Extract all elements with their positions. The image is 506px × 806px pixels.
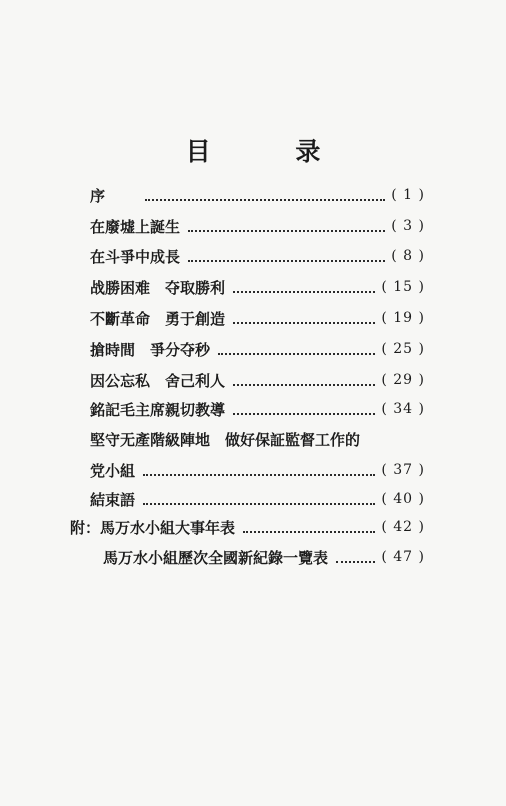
toc-entry-appendix	[70, 516, 425, 538]
leader-dots	[233, 281, 375, 293]
entry-page: ( 47 )	[381, 549, 425, 565]
entry-label: 搶時間 爭分夺秒	[90, 340, 211, 359]
entry-page: ( 8 )	[391, 248, 425, 264]
entry-label: 不斷革命 勇于創造	[90, 309, 226, 328]
toc-entry	[90, 276, 425, 298]
toc-entry	[90, 307, 425, 329]
toc-entry	[90, 184, 425, 206]
leader-dots	[188, 250, 385, 262]
leader-dots	[243, 521, 375, 533]
entry-page: ( 34 )	[381, 401, 425, 417]
entry-page: ( 19 )	[381, 310, 425, 326]
entry-label: 堅守无產階級陣地 做好保証監督工作的	[90, 430, 361, 449]
appendix-prefix: 附：	[70, 518, 101, 537]
entry-page: ( 40 )	[381, 491, 425, 507]
toc-entry	[90, 488, 425, 510]
leader-dots	[145, 189, 385, 201]
page-title: 目 录	[185, 137, 359, 166]
entry-page: ( 29 )	[381, 372, 425, 388]
entry-label: 馬万水小組大事年表	[100, 518, 236, 537]
toc-entry	[103, 546, 425, 568]
leader-dots	[188, 220, 385, 232]
entry-label: 序	[90, 186, 106, 205]
entry-page: ( 25 )	[381, 341, 425, 357]
toc-entry	[90, 459, 425, 481]
entry-page: ( 42 )	[381, 519, 425, 535]
entry-page: ( 15 )	[381, 279, 425, 295]
entry-page: ( 37 )	[381, 462, 425, 478]
toc-entry-continued	[90, 428, 425, 450]
toc-entry	[90, 338, 425, 360]
toc-entry	[90, 369, 425, 391]
entry-label: 在廢墟上誕生	[90, 217, 181, 236]
leader-dots	[233, 312, 375, 324]
leader-dots	[218, 343, 375, 355]
entry-label: 因公忘私 舍己利人	[90, 371, 226, 390]
entry-label: 党小組	[90, 461, 136, 480]
entry-label: 銘記毛主席親切教導	[90, 400, 226, 419]
leader-dots	[143, 493, 375, 505]
entry-label: 在斗爭中成長	[90, 247, 181, 266]
toc-entry	[90, 215, 425, 237]
toc-entry	[90, 398, 425, 420]
entry-label: 馬万水小組歷次全國新紀錄一覽表	[103, 548, 329, 567]
leader-dots	[233, 403, 375, 415]
entry-page: ( 3 )	[391, 218, 425, 234]
entry-label: 結束語	[90, 490, 136, 509]
leader-dots	[336, 551, 375, 563]
toc-entry	[90, 245, 425, 267]
entry-page: ( 1 )	[391, 187, 425, 203]
leader-dots	[233, 374, 375, 386]
leader-dots	[143, 464, 375, 476]
entry-label: 战勝困难 夺取勝利	[90, 278, 226, 297]
